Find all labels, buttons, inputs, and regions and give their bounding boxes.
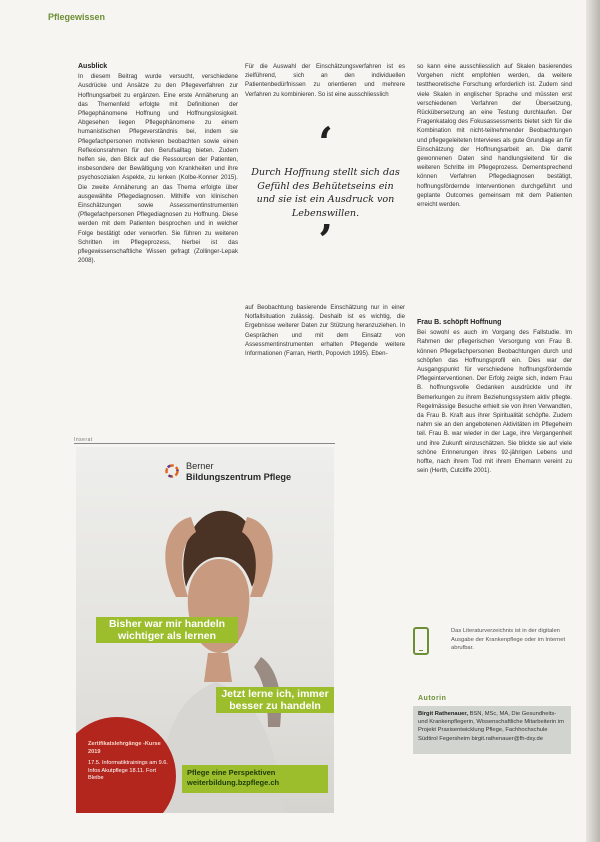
quote-close-mark: ’ bbox=[318, 216, 333, 265]
section-title: Pflegewissen bbox=[48, 12, 106, 22]
logo-text bbox=[186, 461, 291, 482]
author-bio: BSN, MSc, MA, Die Gesundheits- und Krankenpflegerin, Wissenschaftliche Mitarbeiterin im Projekt Praxisentwicklung Pflege, Fachhochschule Südtirol Fegersheim birgit.rathenauer@fh-dsy.de bbox=[418, 711, 564, 742]
author-title: Autorin bbox=[418, 695, 447, 702]
ad-dates bbox=[88, 741, 170, 783]
quote-text: Durch Hoffnung stellt sich das Gefühl des Behütetseins ein und sie ist ein Ausdruck von Lebenswillen. bbox=[251, 167, 400, 219]
ad-cta-line-1: Pflege eine Perspektiven bbox=[187, 768, 276, 777]
ad-cta[interactable] bbox=[182, 765, 328, 793]
column-2-top-text: Für die Auswahl der Einschätzungsverfahren ist es zielführend, sich an den individuellen Patientenbedürfnissen zu orientieren und mehrere Verfahren zu kombinieren. So ist eine ausschliesslich bbox=[245, 63, 405, 98]
column-1 bbox=[78, 62, 238, 265]
literature-note bbox=[413, 623, 573, 673]
ad-divider bbox=[74, 443, 335, 444]
author-box bbox=[413, 706, 571, 754]
ausblick-heading: Ausblick bbox=[78, 63, 108, 70]
tablet-icon bbox=[413, 627, 429, 655]
ad-url-link[interactable]: weiterbildung.bzpflege.ch bbox=[187, 777, 280, 787]
column-3-top bbox=[417, 62, 572, 209]
ad-dates-list: 17.5. Informatiktrainings am 9.6. Infos Akutpflege 18.11. Fort Bleibe bbox=[88, 760, 168, 781]
ad-headline-2: Jetzt lerne ich, immer besser zu handeln bbox=[216, 687, 334, 713]
column-2-bottom-text: auf Beobachtung basierende Einschätzung nur in einer Notfallsituation zulässig. Deshalb ist es wichtig, die Ergebnisse weiterer Daten zur Stützung heranzuziehen. In Gesprächen und mit dem Einsatz von Assessmentinstrumenten erhalten Pflegende weitere Informationen (Farran, Herth, Popovich 1995). Eben- bbox=[245, 304, 405, 358]
column-3-top-text: so kann eine ausschliesslich auf Skalen basierendes Vorgehen nicht empfohlen werden, da weitere testtheoretische Forschung erforderlich ist. Zudem sind viele Skalen in englischer Sprache und müssten erst verschiedenen Verfahren der Übersetzung, Rückübersetzung an eine Testung durchlaufen. Der Fragenkatalog des Fokusassessments bietet sich für die Kombination mit nicht-teilnehmender Beobachtungen und pflegegeleiteten Interviews als gute Grundlage an für Einschätzung der Hoffnungsarbeit an. Die damit gewonnenen Daten sind handlungsleitend für die weiteren Schritte im Pflegeprozess. Dementsprechend können Verfahren Pflegediagnosen bestätigt, hoffnungsfördernde Interventionen durchgeführt und geplante Outcomes gemeinsam mit dem Patienten erreicht werden. bbox=[417, 63, 572, 209]
column-2-bottom bbox=[245, 303, 405, 358]
advertisement[interactable] bbox=[76, 447, 334, 813]
pull-quote bbox=[248, 118, 403, 265]
case-heading: Frau B. schöpft Hoffnung bbox=[417, 319, 502, 326]
logo-line-1: Berner bbox=[186, 461, 214, 471]
author-name: Birgit Rathenauer, bbox=[418, 711, 468, 717]
ad-dates-title: Zertifikatslehrgänge -Kurse 2019 bbox=[88, 741, 161, 755]
logo-line-2: Bildungszentrum Pflege bbox=[186, 471, 292, 482]
logo-ring-icon bbox=[164, 463, 180, 479]
literature-note-text: Das Literaturverzeichnis ist in der digitalen Ausgabe der Krankenpflege oder im Internet abrufbar. bbox=[451, 628, 566, 651]
ad-headline-1: Bisher war mir handeln wichtiger als lernen bbox=[96, 617, 238, 643]
ad-label: Inserat bbox=[74, 437, 93, 443]
ausblick-text: In diesem Beitrag wurde versucht, verschiedene Ausdrücke und Ansätze zu den Pflegeverfahren zur Hoffnungsarbeit zu ergänzen. Eine erste Annäherung an das Themenfeld erfolgte mit Definitionen der Pflegephänomene Hoffnung und Hoffnungslosigkeit. Abgesehen liegen Pflegephänomene zu einem humanistischen Pflegeverständnis bei, indem sie Pflegefachpersonen motivieren beobachten sowie einen Reflexionsrahmen für den Berufsalltag bieten. Zudem helfen sie, den Blick auf die Ressourcen der Patienten, insbesondere der Bewältigung von Krankheiten und ihre psychosozialen Aspekte, zu lenken (Kolbe-Konner 2015). Die zweite Annäherung an das Thema erfolgte über ausgewählte Pflegediagnosen. Mithilfe von klinischen Einschätzungen sowie Assessmentinstrumenten (Pflegefachpersonen Pflegediagnosen zu Hoffnung. Diese werden mit dem Patienten besprochen und in welcher Folge bestätigt oder verworfen. Sie führen zu weiteren Schritten im Pflegeprozess, hierbei ist das pflegewissenschaftliche Wissen gefragt (Zollinger-Lepak 2008). bbox=[78, 73, 238, 265]
column-3-bottom bbox=[417, 318, 572, 475]
column-2-top bbox=[245, 62, 405, 99]
quote-open-mark: ‘ bbox=[318, 118, 333, 167]
case-text: Bei sowohl es auch im Vorgang des Fallstudie. Im Rahmen der pflegerischen Versorgung von Frau B. können Pflegefachpersonen Beobachtungen durch und schöpfen das Hoffnungsprofil ein. Dies war der Ausgangspunkt für verschiedene hoffnungsfördernde Pflegeinterventionen. Der Erfolg zeigte sich, indem Frau B. hoffnungsvolle Gedanken ausdrückte und ihr Bemerkungen zu ihrem Beziehungssystem aktiv pflegte. Regelmässige Besuche erhielt sie von ihren Verwandten, da Frau B. Kraft aus ihrer Spiritualität schöpfte. Zudem nahm sie an den angebotenen Aktivitäten im Pflegeheim teil. Frau B. war wieder in der Lage, ihre Vergangenheit und ihre Zukunft einzuschätzen. Sie blickte sie auf viele schöne Erinnerungen ihres 92-jährigen Lebens und hoffte, nach ihrem Tod mit ihrem Ehemann vereint zu sein (Herth, Cutcliffe 2001). bbox=[417, 329, 572, 475]
page-edge-shadow bbox=[586, 0, 600, 842]
